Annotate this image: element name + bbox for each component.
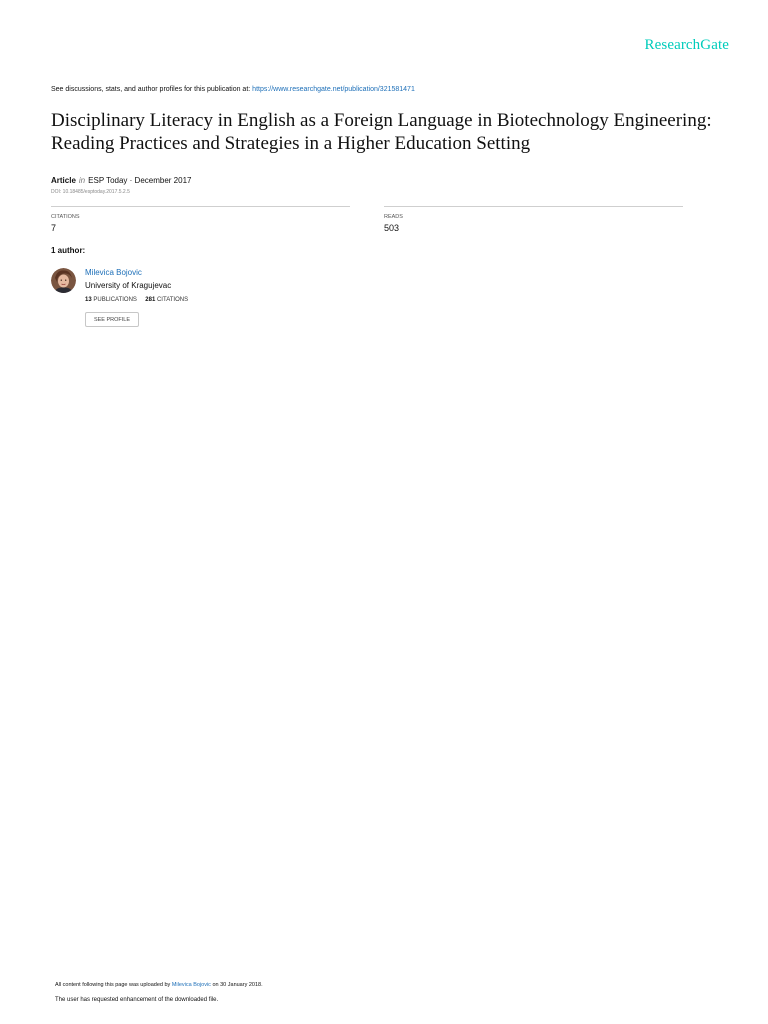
author-institution: University of Kragujevac xyxy=(85,281,172,290)
author-stats xyxy=(85,297,188,303)
enhancement-note: The user has requested enhancement of the downloaded file. xyxy=(55,997,219,1003)
discussion-line xyxy=(51,86,415,93)
author-photo-icon xyxy=(51,268,76,293)
publication-type: Article xyxy=(51,176,76,185)
journal-date: ESP Today · December 2017 xyxy=(88,176,192,185)
publication-meta xyxy=(51,176,191,185)
author-citations-label: CITATIONS xyxy=(156,297,189,303)
uploader-link[interactable]: Milevica Bojovic xyxy=(171,982,211,988)
upload-note xyxy=(55,982,263,988)
author-citations-count: 281 xyxy=(145,297,156,303)
author-publications-count: 13 xyxy=(85,297,92,303)
citations-label: CITATIONS xyxy=(51,214,80,220)
upload-suffix: on 30 January 2018. xyxy=(210,982,263,988)
citations-value: 7 xyxy=(51,223,57,233)
reads-stat xyxy=(384,206,683,233)
discussion-text: See discussions, stats, and author profiles for this publication at: xyxy=(51,86,253,93)
doi: DOI: 10.18485/esptoday.2017.5.2.5 xyxy=(51,189,130,195)
avatar[interactable] xyxy=(51,268,76,293)
authors-count: 1 author: xyxy=(51,246,86,255)
reads-value: 503 xyxy=(384,223,400,233)
author-name-link[interactable]: Milevica Bojovic xyxy=(85,268,142,277)
citations-stat xyxy=(51,206,350,233)
publication-link[interactable]: https://www.researchgate.net/publication/321581471 xyxy=(252,86,415,93)
in-label: in xyxy=(78,176,86,185)
reads-label: READS xyxy=(384,214,403,220)
upload-prefix: All content following this page was uploaded by xyxy=(55,982,172,988)
see-profile-button[interactable]: SEE PROFILE xyxy=(85,312,139,327)
publication-title: Disciplinary Literacy in English as a Foreign Language in Biotechnology Engineering: Reading Practices and Strategies in a Higher Education Setting xyxy=(51,110,712,154)
author-publications-label: PUBLICATIONS xyxy=(93,297,137,303)
researchgate-logo[interactable]: ResearchGate xyxy=(644,37,729,53)
